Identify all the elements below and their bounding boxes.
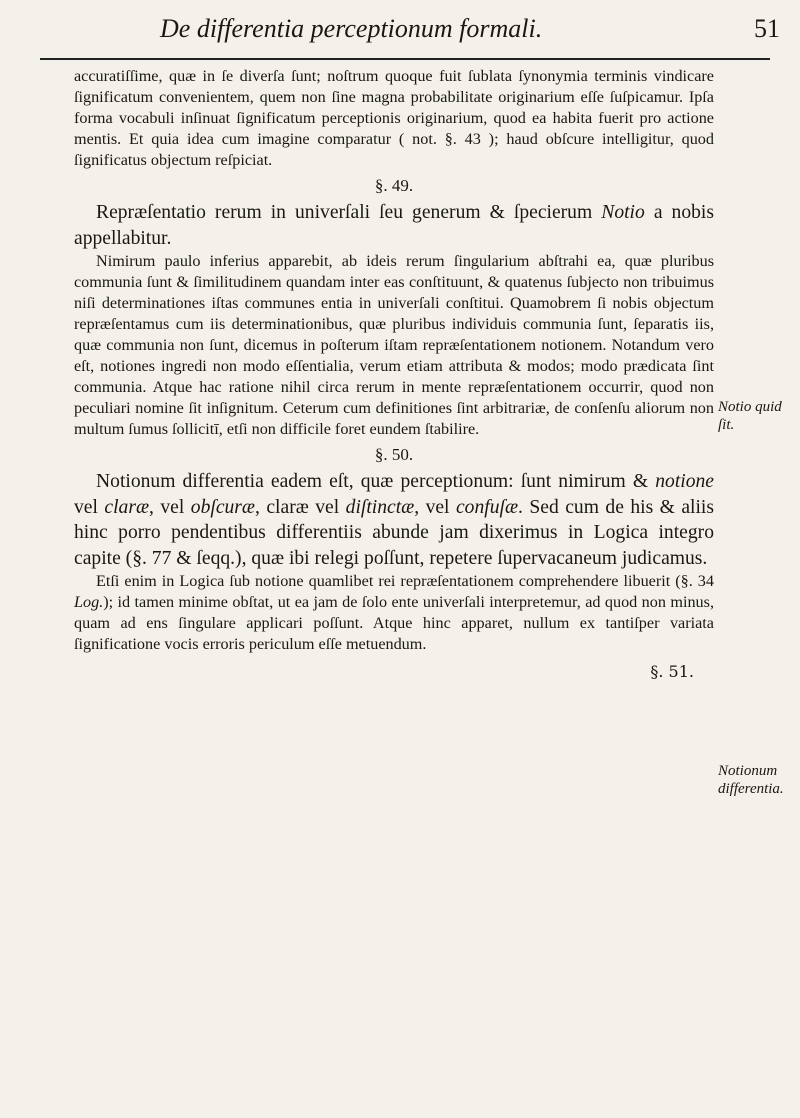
- page-number: 51: [754, 14, 780, 43]
- catchword: §. 51.: [650, 662, 694, 681]
- definition-50-term-distinctae: diſtinctæ: [345, 496, 415, 518]
- margin-note-notio-line-1: Notio quid: [718, 399, 782, 415]
- definition-49-text-b: a nobis appellabitur.: [74, 202, 715, 249]
- section-heading-49: §. 49.: [374, 176, 414, 195]
- definition-50-text-3: , vel: [149, 496, 191, 518]
- margin-note-notionum-line-1: Notionum: [718, 763, 778, 779]
- margin-note-notionum-line-2: differentia.: [718, 781, 784, 797]
- remark-50-text-1: Etſi enim in Logica ſub notione quamlibet rei repræſentationem comprehendere libuerit (§. 34: [96, 572, 714, 590]
- definition-49-text-a: Repræſentatio rerum in univerſali ſeu generum & ſpecierum: [96, 202, 602, 223]
- definition-50: [74, 469, 714, 571]
- remark-50: [74, 571, 714, 655]
- definition-50-term-clarae: claræ: [104, 496, 150, 518]
- definition-49: [74, 200, 714, 251]
- definition-50-text-6: . Sed cum de his & aliis hinc porro pendentibus differentiis abunde jam dixerimus in Logica integro capite (§. 77 & ſeqq.), quæ ibi relegi poſſunt, repetere ſupervacaneum judicamus.: [74, 496, 714, 569]
- margin-note-notionum: [718, 762, 798, 798]
- definition-50-term-obscurae: obſcuræ: [190, 496, 256, 518]
- definition-50-text-4: , claræ vel: [255, 496, 346, 518]
- definition-50-text-2: vel: [74, 496, 105, 518]
- margin-note-notio-line-2: ſit.: [718, 417, 735, 433]
- definition-50-term-notione: notione: [655, 471, 714, 492]
- remark-50-text-2: ); id tamen minime obſtat, ut ea jam de ſolo ente univerſali interpretemur, ad quod non minus, quam ad ens ſingulare applicari poſſunt. Atque hinc apparet, nullum ex tantiſper variata ſignificatione vocis erroris periculum eſſe metuendum.: [74, 593, 714, 653]
- definition-50-term-confusae: confuſæ: [455, 496, 519, 518]
- section-heading-50: §. 50.: [374, 445, 414, 464]
- remark-50-abbrev-log: Log.: [74, 593, 104, 611]
- header-rule: [40, 58, 770, 60]
- text-column: [74, 66, 714, 683]
- running-header: [40, 14, 780, 48]
- remark-49: Nimirum paulo inferius apparebit, ab ideis rerum ſingularium abſtrahi ea, quæ pluribus communia ſunt & ſimilitudinem quandam inter eas conſtituunt, & quatenus ſubjecto non tribuimus niſi determinationes iſtas communes entia in univerſali conſtitui. Quamobrem ſi nobis objectum repræſentamus cum iis determinationibus, quæ pluribus individuis communia ſunt, ſeparatis iis, quæ communia non ſunt, dicemus in poſterum iſtam repræſentationem notionem. Notandum vero eſt, notiones ingredi non modo eſſentialia, verum etiam attributa & modos; modo prædicata ſint communia. Atque hac ratione nihil circa rerum in mente repræſentationem occurrir, quod non peculiari nomine ſit inſignitum. Ceterum cum definitiones ſint arbitrariæ, de conſenſu aliorum non multum ſumus ſollicitī, etſi non difficile foret eundem ſtabilire.: [74, 252, 714, 438]
- definition-50-text-5: , vel: [414, 496, 456, 518]
- paragraph-continued: accuratiſſime, quæ in ſe diverſa ſunt; noſtrum quoque fuit ſublata ſynonymia terminis vindicare ſignificatum convenientem, quem non ſine magna probabilitate originarium eſſe ſuſpicamur. Ipſa forma vocabuli inſinuat ſignificatum perceptionis originarium, quod ea habita fuerit pro actione mentis. Et quia idea cum imagine comparatur ( not. §. 43 ); haud obſcure intelligitur, quod ſignificatus objectum reſpiciat.: [74, 67, 714, 169]
- margin-note-notio: [718, 398, 798, 434]
- running-title: De differentia perceptionum formali.: [160, 14, 543, 43]
- definition-49-term: Notio: [601, 202, 645, 223]
- definition-50-text-1: Notionum differentia eadem eſt, quæ perceptionum: ſunt nimirum &: [96, 471, 656, 492]
